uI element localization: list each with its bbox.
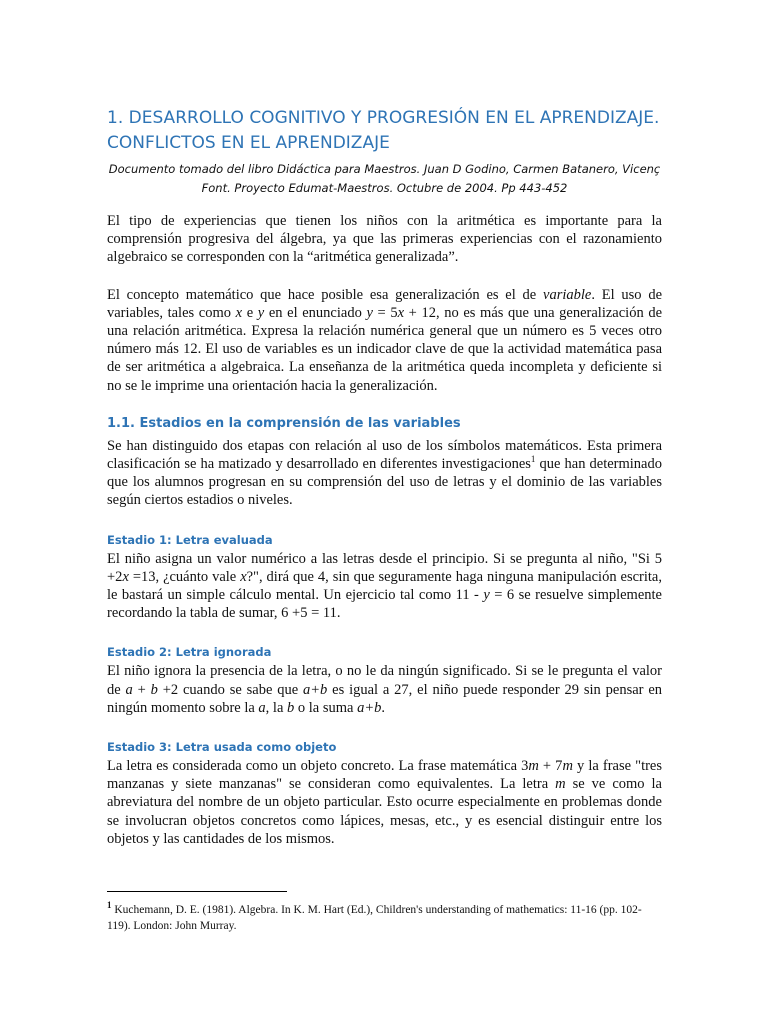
footnote-mark: 1: [107, 900, 112, 911]
stage-2-heading: Estadio 2: Letra ignorada: [107, 645, 272, 660]
intro-paragraph: El tipo de experiencias que tienen los niños con la aritmética es importante para la comprensión progresiva del álgebra, ya que las primeras experiencias con el razonamiento algebraico se corresponden con la “aritmética generalizada”.: [107, 213, 662, 266]
stage-1-paragraph: El niño asigna un valor numérico a las letras desde el principio. Si se pregunta al niño, "Si 5 +2x =13, ¿cuánto vale x?", dirá que 4, sin que seguramente haga ninguna manipulación escrita, le bastará un simple cálculo mental. Un ejercicio tal como 11 - y = 6 se resuelve simplemente recordando la tabla de sumar, 6 +5 = 11.: [107, 550, 662, 622]
section-heading-1-1: 1.1. Estadios en la comprensión de las variables: [107, 415, 461, 431]
footnote: [107, 902, 662, 934]
page-title: 1. DESARROLLO COGNITIVO Y PROGRESIÓN EN EL APRENDIZAJE. CONFLICTOS EN EL APRENDIZAJE: [107, 108, 660, 153]
footnote-text: Kuchemann, D. E. (1981). Algebra. In K. M. Hart (Ed.), Children's understanding of mathematics: 11-16 (pp. 102-119). London: John Murray.: [107, 904, 642, 932]
footnote-divider: [107, 891, 287, 892]
stage-3-paragraph: La letra es considerada como un objeto concreto. La frase matemática 3m + 7m y la frase "tres manzanas y siete manzanas" se consideran como equivalentes. La letra m se ve como la abreviatura del nombre de un objeto particular. Esto ocurre especialmente en problemas donde se involucran objetos concretos como lápices, mesas, etc., y es esencial distinguir entre los objetos y las cantidades de los mismos.: [107, 758, 663, 847]
stage-3-heading: Estadio 3: Letra usada como objeto: [107, 740, 337, 755]
document-page: [107, 106, 662, 848]
footnote-reference[interactable]: 1: [530, 454, 536, 465]
section-1-1-paragraph: Se han distinguido dos etapas con relación al uso de los símbolos matemáticos. Esta primera clasificación se ha matizado y desarrollado en diferentes investigaciones$^1$ que han determinado que los alumnos progresan en su comprensión del uso de letras y el dominio de las variables según ciertos estadios o niveles.: [107, 437, 662, 509]
stage-1-heading: Estadio 1: Letra evaluada: [107, 532, 273, 547]
concept-paragraph: El concepto matemático que hace posible esa generalización es el de variable. El uso de variables, tales como x e y en el enunciado y = 5x + 12, no es más que una generalización de una relación aritmética. Expresa la relación numérica general que un número es 5 veces otro número más 12. El uso de variables es un indicador clave de que la actividad matemática pasa de ser aritmética a algebraica. La enseñanza de la aritmética queda incompleta y deficiente si no se le imprime una orientación hacia la generalización.: [107, 286, 663, 394]
stage-2-paragraph: El niño ignora la presencia de la letra, o no le da ningún significado. Si se le pregunta el valor de a + b +2 cuando se sabe que a+b es igual a 27, el niño puede responder 29 sin pensar en ningún momento sobre la a, la b o la suma a+b.: [107, 663, 663, 716]
source-citation: Documento tomado del libro Didáctica para Maestros. Juan D Godino, Carmen Batanero, Vicenç Font. Proyecto Edumat-Maestros. Octubre de 2004. Pp 443-452: [108, 162, 661, 195]
